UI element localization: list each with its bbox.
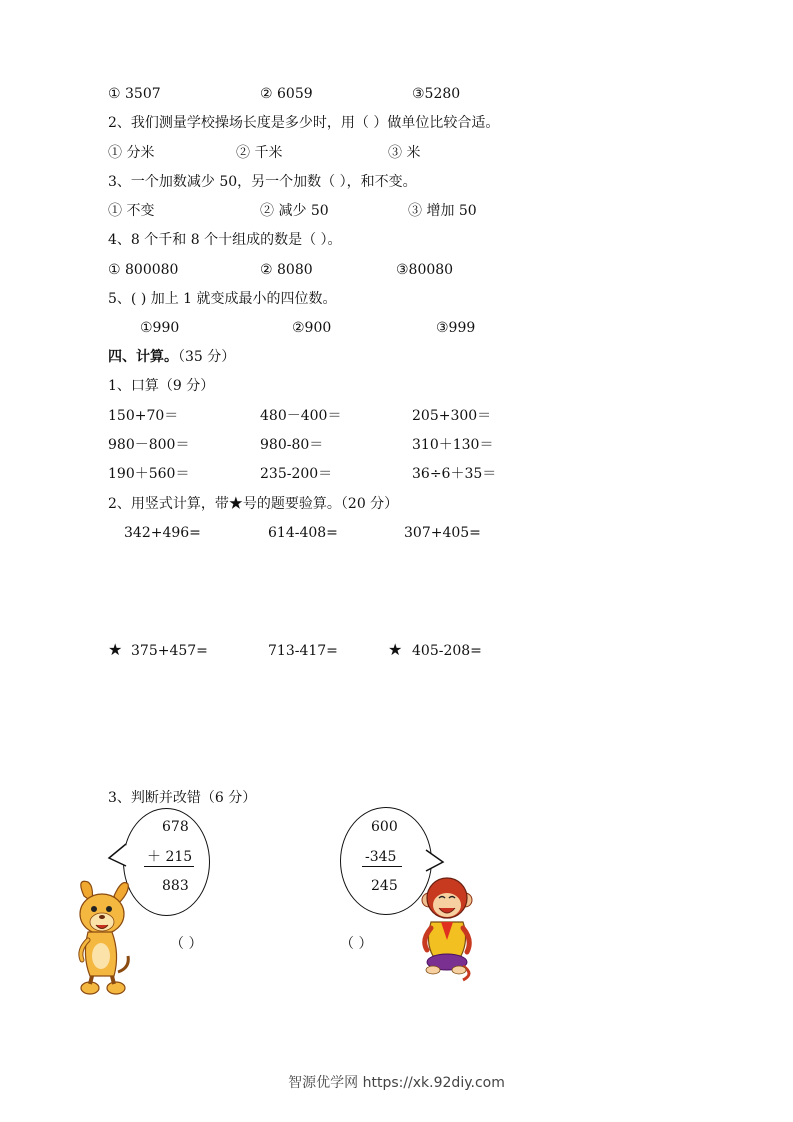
judge-left-result: 883 xyxy=(162,878,189,894)
vertical-problem: 342+496= xyxy=(124,525,201,541)
oral-problem: 205+300＝ xyxy=(412,408,492,424)
q3-stem: 3、一个加数减少 50，另一个加数（ ），和不变。 xyxy=(108,174,417,190)
q4-option-2: ② 8080 xyxy=(260,262,313,278)
q5-stem: 5、( ) 加上 1 就变成最小的四位数。 xyxy=(108,291,337,307)
oral-problem: 310＋130＝ xyxy=(412,437,494,453)
section-heading xyxy=(108,349,235,365)
judge-right-middle: -345 xyxy=(365,849,397,865)
vertical-problem: 375+457= xyxy=(131,643,208,659)
q2-option-2: ② 千米 xyxy=(236,145,283,161)
vertical-heading: 2、用竖式计算，带★号的题要验算。（20 分） xyxy=(108,496,399,512)
sum-line xyxy=(144,866,194,867)
judge-right-result: 245 xyxy=(371,878,398,894)
q2-stem: 2、我们测量学校操场长度是多少时，用（ ）做单位比较合适。 xyxy=(108,115,500,131)
q1-option-3: ③5280 xyxy=(412,86,461,102)
q5-option-3: ③999 xyxy=(436,320,476,336)
section-title: 四、计算。 xyxy=(108,349,178,365)
judge-left-top: 678 xyxy=(162,819,189,835)
q3-option-2: ② 减少 50 xyxy=(260,203,329,219)
star-icon: ★ xyxy=(388,640,403,659)
q5-option-1: ①990 xyxy=(140,320,180,336)
judge-right-top: 600 xyxy=(371,819,398,835)
section-points: （35 分） xyxy=(178,349,236,365)
oral-heading: 1、口算（9 分） xyxy=(108,378,215,394)
difference-line xyxy=(362,866,402,867)
q4-option-1: ① 800080 xyxy=(108,262,179,278)
q4-stem: 4、8 个千和 8 个十组成的数是（ ）。 xyxy=(108,232,342,248)
q1-option-1: ① 3507 xyxy=(108,86,161,102)
cartoon-dog-icon xyxy=(74,876,136,1000)
vertical-problem: 405-208= xyxy=(412,643,482,659)
vertical-problem: 614-408= xyxy=(268,525,338,541)
cartoon-monkey-icon xyxy=(419,870,475,984)
q4-option-3: ③80080 xyxy=(396,262,454,278)
oral-problem: 150+70＝ xyxy=(108,408,179,424)
oral-problem: 480－400＝ xyxy=(260,408,342,424)
oral-problem: 980－800＝ xyxy=(108,437,190,453)
oral-problem: 190＋560＝ xyxy=(108,466,190,482)
oral-problem: 36÷6＋35＝ xyxy=(412,466,497,482)
q3-option-1: ① 不变 xyxy=(108,203,155,219)
q3-option-3: ③ 增加 50 xyxy=(408,203,477,219)
q2-option-3: ③ 米 xyxy=(388,145,421,161)
q1-option-2: ② 6059 xyxy=(260,86,313,102)
star-icon: ★ xyxy=(108,640,123,659)
vertical-problem: 307+405= xyxy=(404,525,481,541)
oral-problem: 980-80＝ xyxy=(260,437,324,453)
judge-left-answer: （ ） xyxy=(170,936,203,952)
q5-option-2: ②900 xyxy=(292,320,332,336)
vertical-problem: 713-417= xyxy=(268,643,338,659)
q2-option-1: ① 分米 xyxy=(108,145,155,161)
judge-left-middle: ＋ 215 xyxy=(147,849,193,865)
oral-problem: 235-200＝ xyxy=(260,466,333,482)
footer-watermark: 智源优学网 https://xk.92diy.com xyxy=(288,1075,505,1091)
judge-heading: 3、判断并改错（6 分） xyxy=(108,790,257,806)
judge-right-answer: （ ） xyxy=(340,936,373,952)
bubble-tail-left xyxy=(106,840,132,870)
